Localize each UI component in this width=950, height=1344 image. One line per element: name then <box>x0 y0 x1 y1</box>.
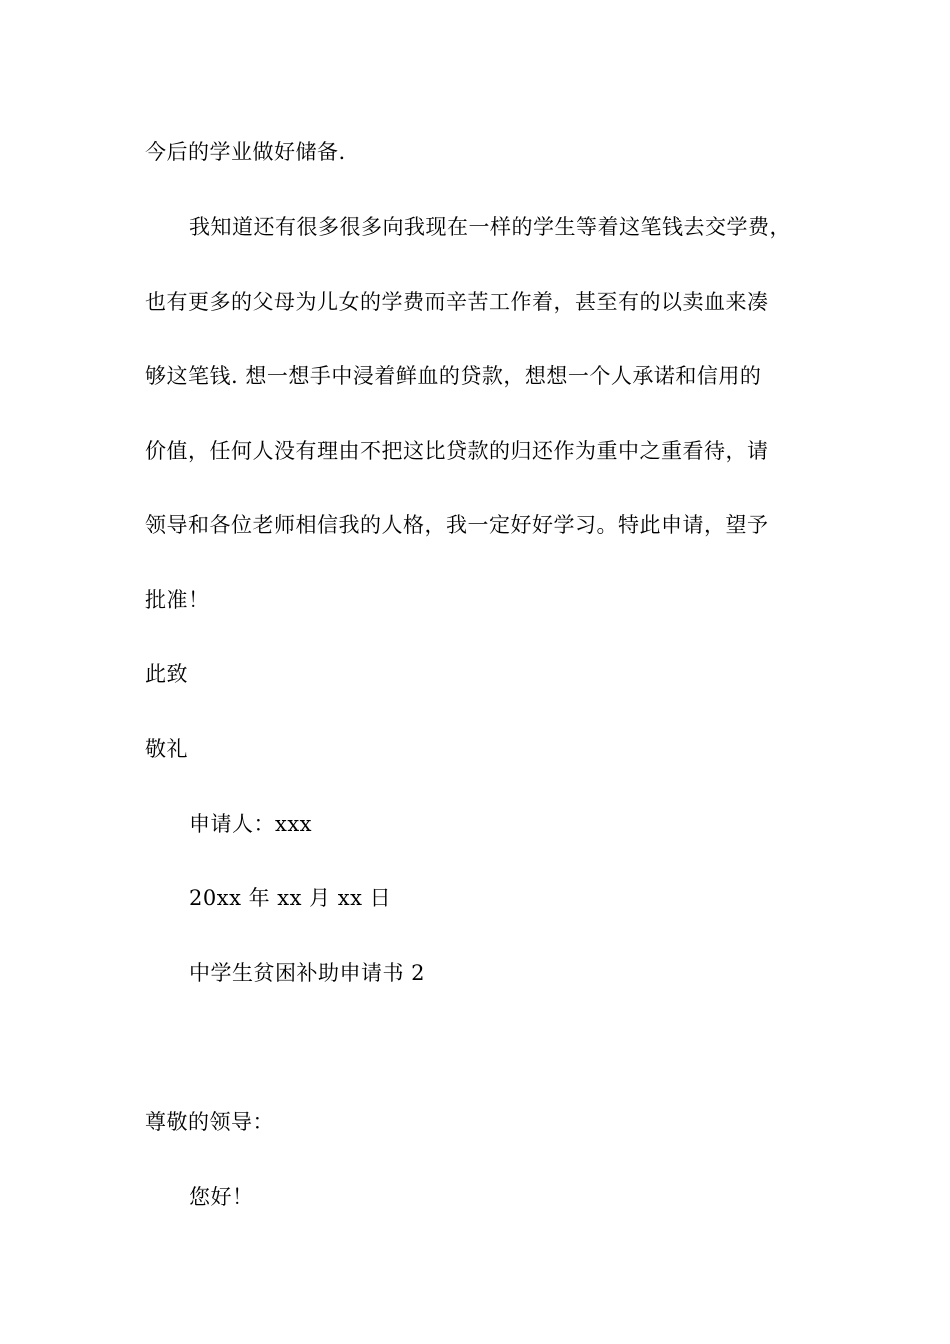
greeting-line: 您好！ <box>189 1185 254 1209</box>
paragraph-line: 价值，任何人没有理由不把这比贷款的归还作为重中之重看待，请 <box>145 439 769 463</box>
applicant-name: 申请人：xxx <box>189 812 313 836</box>
section-title: 中学生贫困补助申请书 2 <box>189 961 426 985</box>
paragraph-line: 我知道还有很多很多向我现在一样的学生等着这笔钱去交学费， <box>189 215 791 239</box>
paragraph-line: 够这笔钱. 想一想手中浸着鲜血的贷款，想想一个人承诺和信用的 <box>145 364 762 388</box>
application-date: 20xx 年 xx 月 xx 日 <box>189 886 392 910</box>
paragraph-line: 批准！ <box>145 588 210 612</box>
closing-salutation: 此致 <box>145 662 188 686</box>
closing-regards: 敬礼 <box>145 737 188 761</box>
paragraph-line: 今后的学业做好储备. <box>145 140 346 164</box>
paragraph-line: 也有更多的父母为儿女的学费而辛苦工作着，甚至有的以卖血来凑 <box>145 290 769 314</box>
paragraph-line: 领导和各位老师相信我的人格，我一定好好学习。特此申请，望予 <box>145 513 769 537</box>
greeting-addressee: 尊敬的领导： <box>145 1110 274 1134</box>
